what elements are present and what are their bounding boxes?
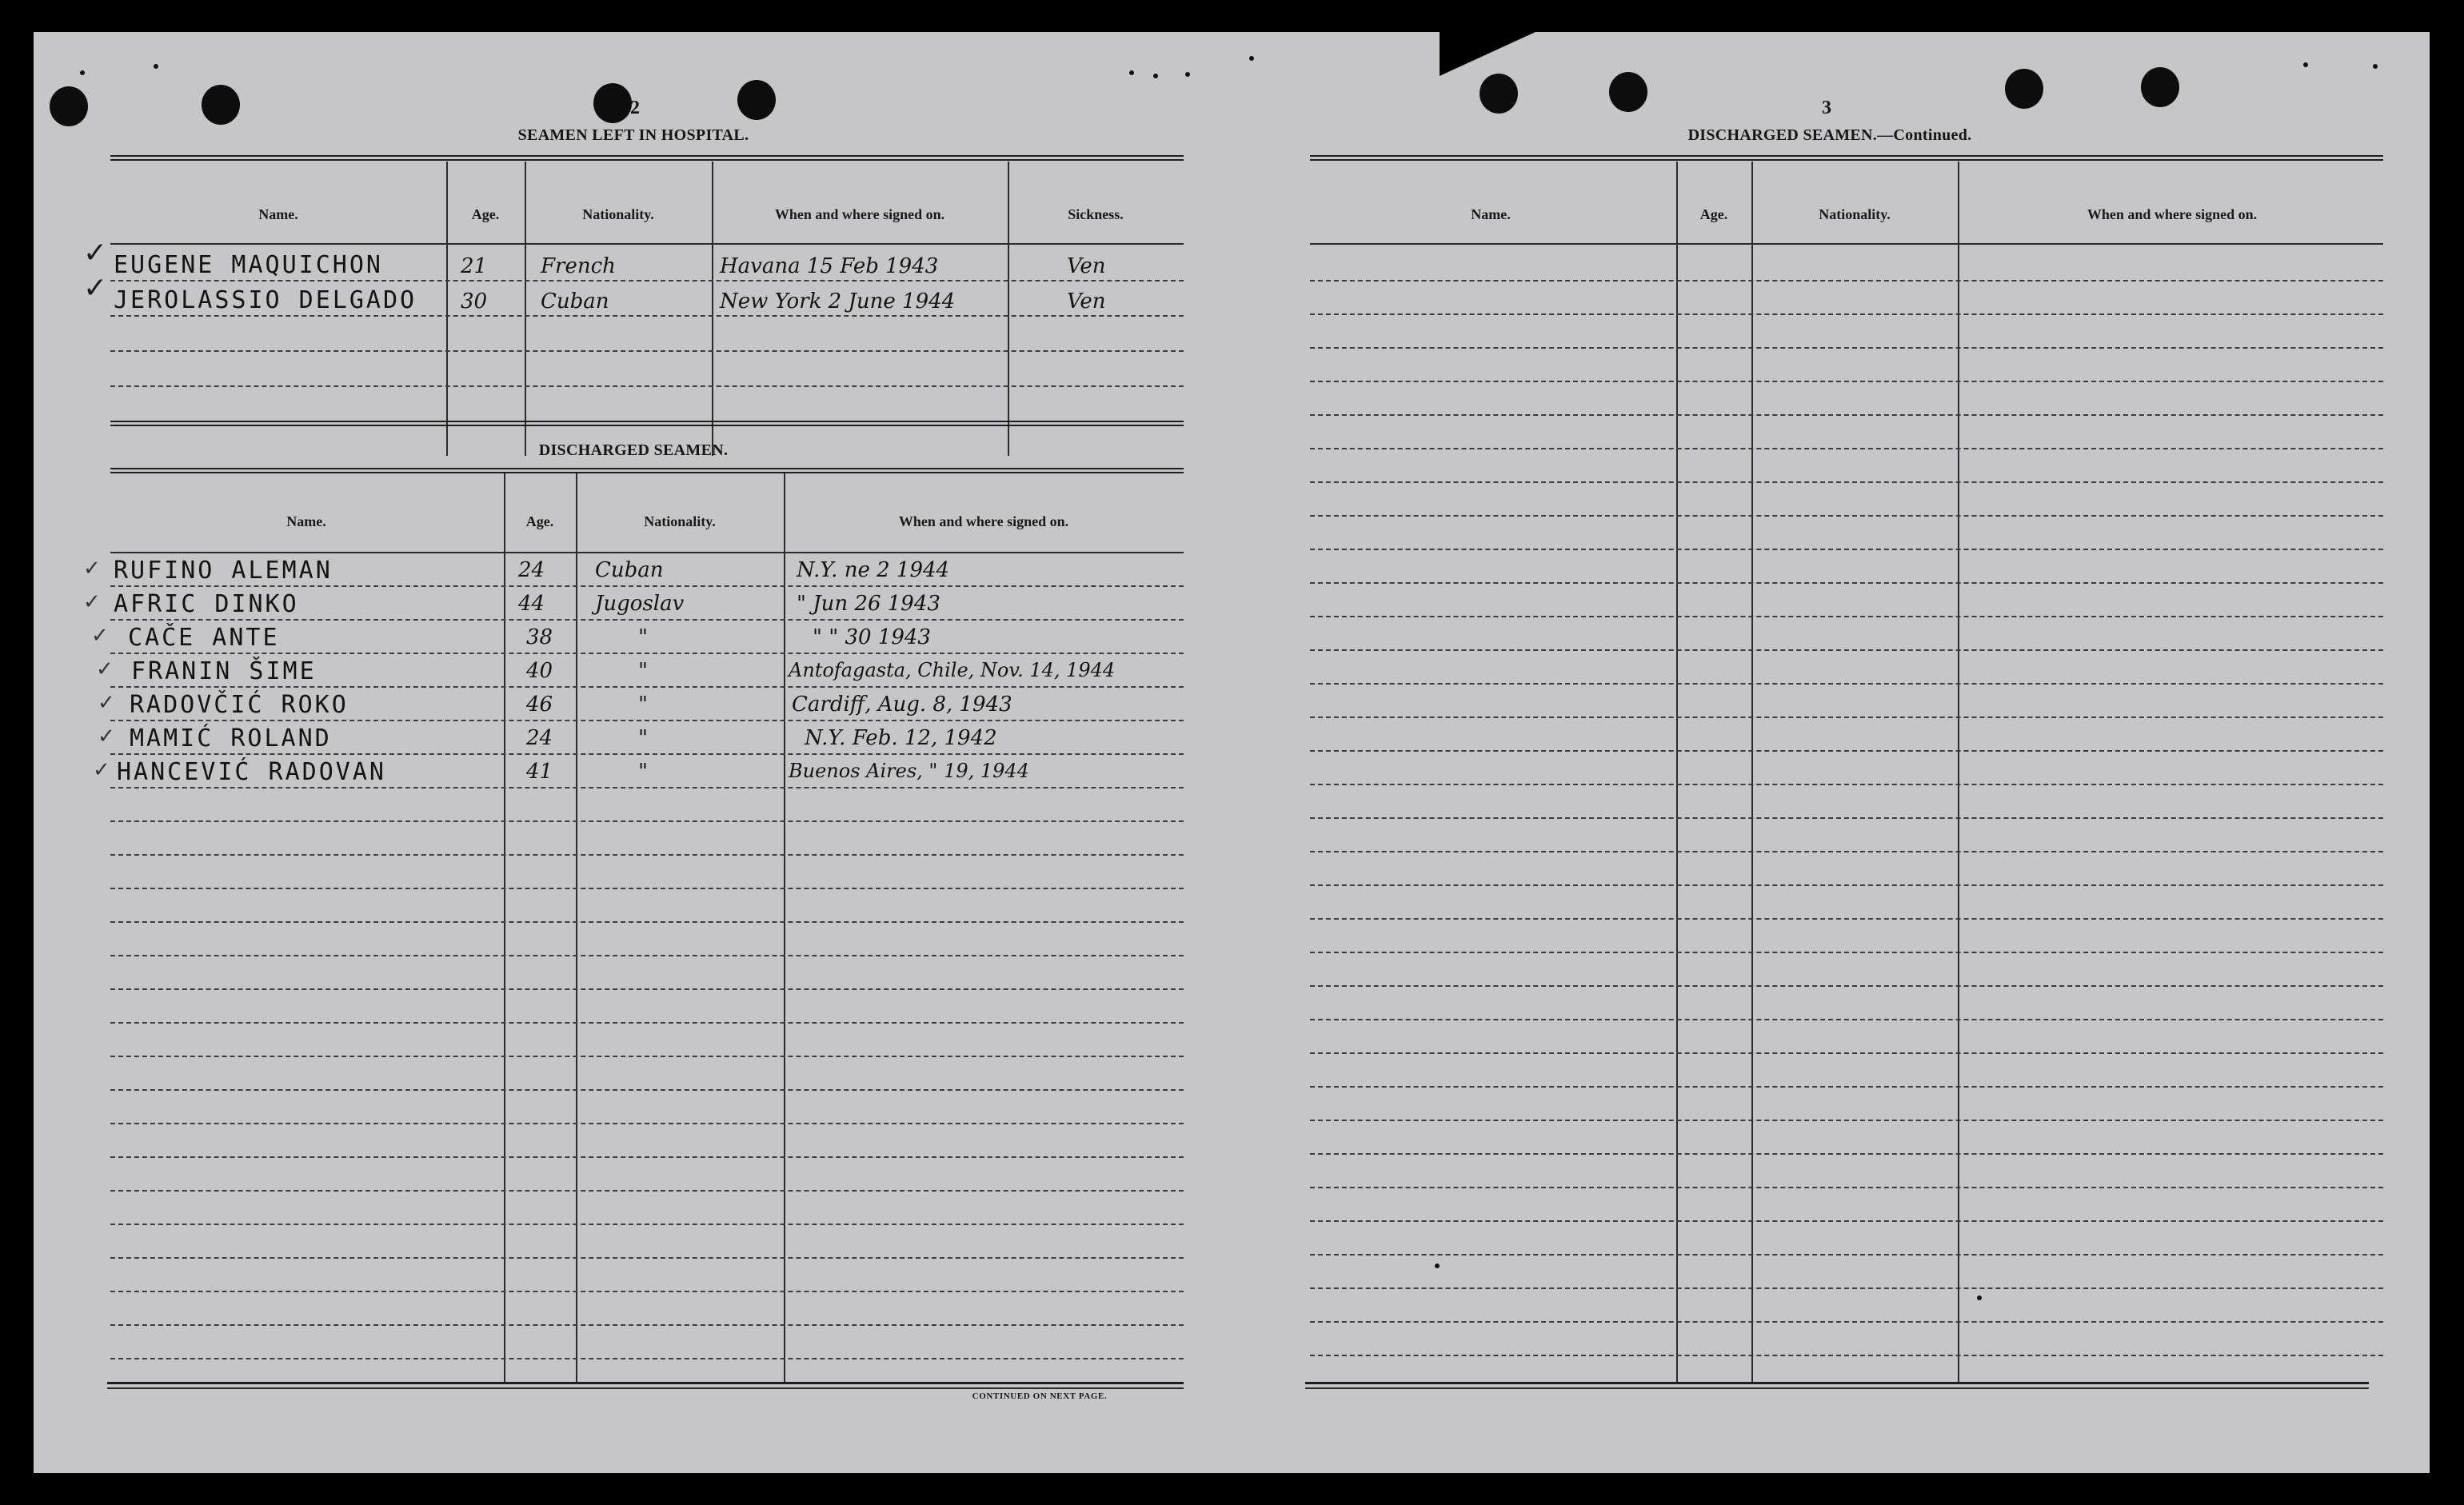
ruled-line <box>1310 717 2383 718</box>
ruled-line <box>1310 750 2383 752</box>
discharged-row-age: 44 <box>518 592 545 616</box>
col-divider <box>504 473 505 1382</box>
ruled-line <box>1310 817 2383 819</box>
check-mark: ✓ <box>83 237 108 269</box>
ruled-line <box>110 720 1184 721</box>
ruled-line <box>1310 1355 2383 1356</box>
continued-table <box>1310 162 2383 1382</box>
punch-hole <box>2141 67 2179 107</box>
discharged-row-signed-on: N.Y. ne 2 1944 <box>797 558 950 582</box>
discharged-row-signed-on: N.Y. Feb. 12, 1942 <box>805 726 997 750</box>
paper-speck <box>1129 70 1134 75</box>
punch-hole <box>737 80 776 120</box>
left-page-number: 2 <box>630 98 640 118</box>
continued-footnote: CONTINUED ON NEXT PAGE. <box>972 1391 1108 1401</box>
paper-speck <box>1185 72 1190 77</box>
right-page-number: 3 <box>1822 98 1831 118</box>
header-sickness: Sickness. <box>1068 206 1124 222</box>
paper-speck <box>80 70 85 75</box>
ruled-line <box>1310 1120 2383 1121</box>
ruled-line <box>1310 582 2383 584</box>
paper-speck <box>2373 64 2378 69</box>
header-name: Name. <box>258 206 298 222</box>
header-signed-on: When and where signed on. <box>898 513 1069 529</box>
discharged-row-name: AFRIC DINKO <box>114 590 299 618</box>
discharged-row-signed-on: Cardiff, Aug. 8, 1943 <box>792 693 1012 717</box>
discharged-row-nationality: " <box>638 625 648 649</box>
ruled-line <box>1310 549 2383 550</box>
ruled-line <box>110 820 1184 822</box>
discharged-row-name: FRANIN ŠIME <box>131 657 317 685</box>
discharged-row-age: 38 <box>526 625 553 649</box>
ruled-line <box>110 1257 1184 1259</box>
ruled-line <box>1310 918 2383 920</box>
ruled-line <box>110 1156 1184 1158</box>
continued-bottom-rule-2 <box>1305 1387 2369 1389</box>
discharged-row-nationality: Cuban <box>595 558 664 582</box>
check-mark: ✓ <box>91 624 109 648</box>
ruled-line <box>1310 347 2383 349</box>
check-mark: ✓ <box>83 272 108 305</box>
check-mark: ✓ <box>93 758 110 782</box>
check-mark: ✓ <box>83 557 101 581</box>
punch-hole <box>202 85 240 125</box>
col-divider <box>1008 162 1009 456</box>
ruled-line <box>1310 515 2383 517</box>
col-divider <box>712 162 713 456</box>
col-divider <box>1751 162 1753 1382</box>
ruled-line <box>110 988 1184 990</box>
ruled-line <box>1310 381 2383 382</box>
ruled-line <box>1310 851 2383 852</box>
ruled-line <box>110 1324 1184 1326</box>
ruled-line <box>110 653 1184 654</box>
header-nationality: Nationality. <box>582 206 654 222</box>
ruled-line <box>1310 1254 2383 1255</box>
ruled-line <box>110 1291 1184 1292</box>
col-divider <box>446 162 448 456</box>
ruled-line <box>110 921 1184 923</box>
hospital-row-age: 21 <box>461 254 488 278</box>
paper-speck <box>154 64 158 69</box>
col-divider <box>576 473 577 1382</box>
hospital-row-signed-on: New York 2 June 1944 <box>720 289 956 313</box>
ruled-line <box>110 619 1184 621</box>
hospital-row-name: JEROLASSIO DELGADO <box>114 286 417 314</box>
ruled-line <box>110 1056 1184 1057</box>
hospital-row-nationality: French <box>541 254 616 278</box>
ruled-line <box>1310 1086 2383 1088</box>
ruled-line <box>1310 1220 2383 1222</box>
hospital-row-nationality: Cuban <box>541 289 609 313</box>
discharged-row-nationality: " <box>638 760 648 784</box>
check-mark: ✓ <box>83 590 101 614</box>
ruled-line <box>1310 784 2383 785</box>
discharged-table <box>83 473 1184 1382</box>
ruled-line <box>1310 448 2383 449</box>
punch-hole <box>593 83 632 123</box>
continued-top-rule <box>1310 155 2383 161</box>
ruled-line <box>1310 985 2383 987</box>
discharged-row-name: HANCEVIĆ RADOVAN <box>117 758 386 786</box>
header-name: Name. <box>286 513 326 529</box>
ruled-line <box>1310 1153 2383 1155</box>
header-name: Name. <box>1471 206 1511 222</box>
ruled-line <box>1310 1019 2383 1020</box>
ruled-line <box>110 280 1184 281</box>
punch-hole <box>2005 69 2043 109</box>
ruled-line <box>1310 683 2383 685</box>
hospital-row-signed-on: Havana 15 Feb 1943 <box>720 254 939 278</box>
ruled-line <box>110 585 1184 587</box>
discharged-section-title: DISCHARGED SEAMEN. <box>538 441 729 459</box>
ruled-line <box>1310 1052 2383 1054</box>
ruled-line <box>110 385 1184 387</box>
discharged-row-nationality: " <box>638 659 648 683</box>
check-mark: ✓ <box>96 657 114 681</box>
header-underline <box>110 243 1184 245</box>
discharged-row-signed-on: Buenos Aires, " 19, 1944 <box>789 760 1029 782</box>
discharged-row-signed-on: " " 30 1943 <box>813 625 931 649</box>
ruled-line <box>1310 280 2383 281</box>
ruled-line <box>110 1089 1184 1091</box>
col-divider <box>784 473 785 1382</box>
discharged-row-signed-on: Antofagasta, Chile, Nov. 14, 1944 <box>789 659 1116 681</box>
ruled-line <box>110 350 1184 352</box>
ruled-line <box>1310 313 2383 315</box>
ruled-line <box>1310 481 2383 483</box>
discharged-row-signed-on: " Jun 26 1943 <box>797 592 940 616</box>
ruled-line <box>1310 1321 2383 1323</box>
punch-hole <box>50 86 88 126</box>
discharged-row-name: RADOVČIĆ ROKO <box>130 691 349 719</box>
ruled-line <box>1310 414 2383 416</box>
header-signed-on: When and where signed on. <box>774 206 945 222</box>
ruled-line <box>1310 649 2383 651</box>
discharged-row-nationality: Jugoslav <box>595 592 685 616</box>
header-age: Age. <box>525 513 554 529</box>
continued-section-title: DISCHARGED SEAMEN.—Continued. <box>1687 126 1972 144</box>
ruled-line <box>110 686 1184 688</box>
hospital-top-rule <box>110 155 1184 161</box>
punch-hole <box>1480 74 1518 114</box>
discharged-bottom-rule <box>107 1382 1184 1384</box>
ruled-line <box>110 315 1184 317</box>
ruled-line <box>110 854 1184 856</box>
page-notch <box>1440 32 1536 76</box>
discharged-row-nationality: " <box>638 693 648 717</box>
header-signed-on: When and where signed on. <box>2087 206 2258 222</box>
ruled-line <box>1310 1187 2383 1188</box>
discharged-row-name: CAČE ANTE <box>128 624 280 652</box>
ruled-line <box>1310 884 2383 886</box>
header-nationality: Nationality. <box>1819 206 1891 222</box>
discharged-row-nationality: " <box>638 726 648 750</box>
paper-speck <box>2303 62 2308 67</box>
discharged-row-name: MAMIĆ ROLAND <box>130 725 332 752</box>
discharged-row-age: 46 <box>526 693 553 717</box>
check-mark: ✓ <box>98 725 115 749</box>
discharged-row-age: 24 <box>526 726 553 750</box>
ruled-line <box>110 1224 1184 1225</box>
ruled-line <box>110 753 1184 755</box>
hospital-row-sickness: Ven <box>1067 254 1106 278</box>
paper-speck <box>1153 74 1158 78</box>
ledger-sheet <box>34 32 2430 1473</box>
ruled-line <box>110 1190 1184 1192</box>
col-divider <box>525 162 526 456</box>
hospital-bottom-rule <box>110 421 1184 426</box>
check-mark: ✓ <box>98 691 115 715</box>
continued-bottom-rule <box>1305 1382 2369 1384</box>
hospital-table <box>83 162 1184 456</box>
header-age: Age. <box>1699 206 1728 222</box>
hospital-row-sickness: Ven <box>1067 289 1106 313</box>
ruled-line <box>110 1123 1184 1124</box>
col-divider <box>1676 162 1678 1382</box>
header-nationality: Nationality. <box>644 513 716 529</box>
ruled-line <box>110 787 1184 788</box>
ruled-line <box>110 1022 1184 1024</box>
discharged-bottom-rule-2 <box>107 1387 1184 1389</box>
ruled-line <box>1310 616 2383 617</box>
discharged-row-name: RUFINO ALEMAN <box>114 557 333 585</box>
ruled-line <box>1310 1287 2383 1289</box>
header-underline <box>1310 243 2383 245</box>
paper-speck <box>1249 56 1254 61</box>
col-divider <box>1958 162 1959 1382</box>
ruled-line <box>110 888 1184 889</box>
discharged-row-age: 41 <box>526 760 553 784</box>
hospital-row-age: 30 <box>461 289 488 313</box>
header-underline <box>110 552 1184 553</box>
ruled-line <box>1310 952 2383 953</box>
punch-hole <box>1609 72 1647 112</box>
hospital-section-title: SEAMEN LEFT IN HOSPITAL. <box>517 126 749 144</box>
discharged-top-rule <box>110 468 1184 473</box>
ruled-line <box>110 1358 1184 1359</box>
discharged-row-age: 24 <box>518 558 545 582</box>
hospital-row-name: EUGENE MAQUICHON <box>114 251 383 279</box>
header-age: Age. <box>471 206 500 222</box>
ruled-line <box>110 955 1184 956</box>
discharged-row-age: 40 <box>526 659 553 683</box>
